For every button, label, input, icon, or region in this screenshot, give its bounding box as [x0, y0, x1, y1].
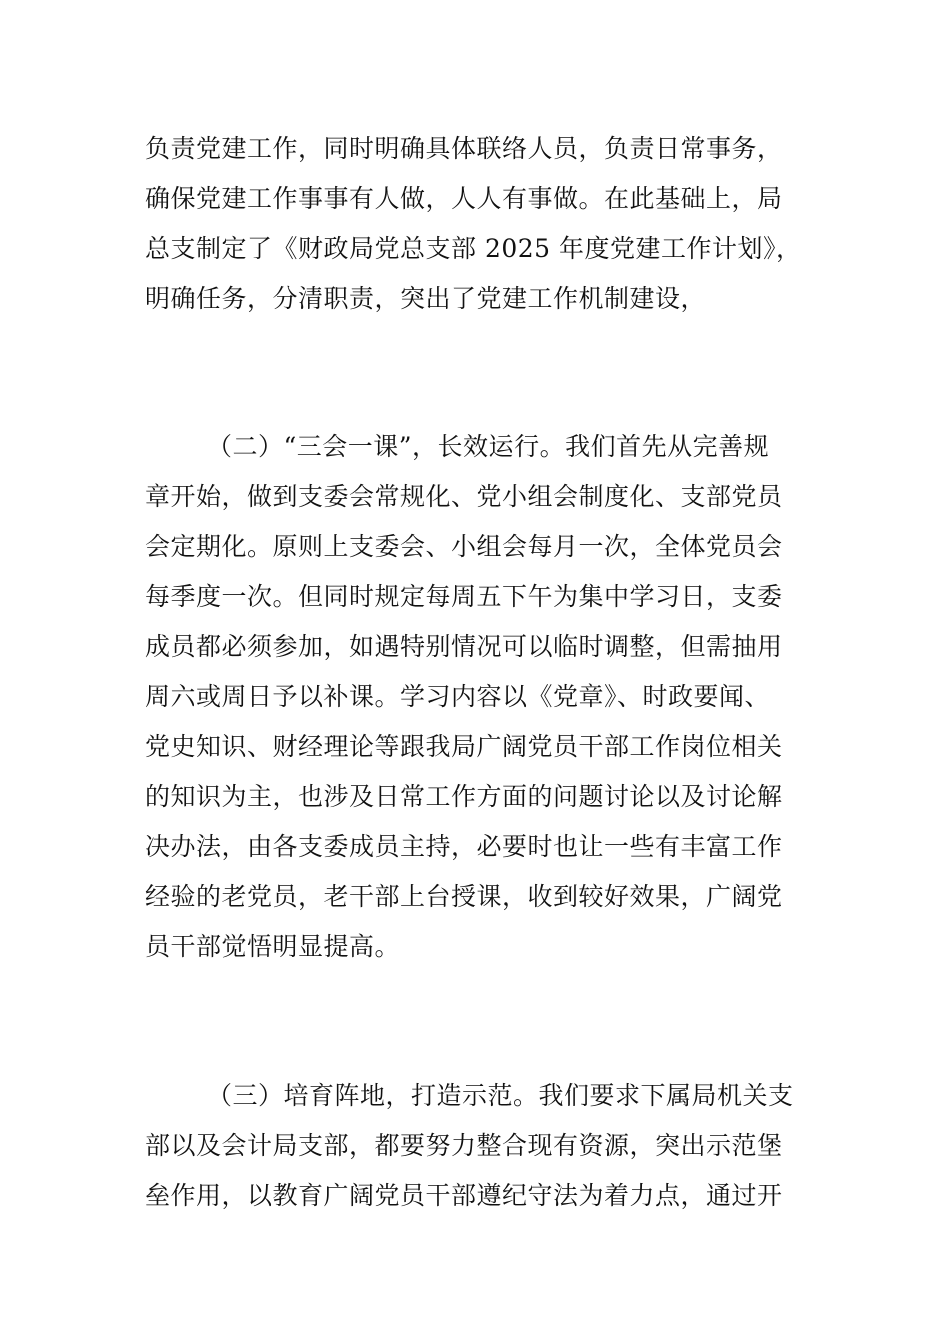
- text-line: 的知识为主，也涉及日常工作方面的问题讨论以及讨论解: [145, 782, 783, 811]
- text-line: 部以及会计局支部，都要努力整合现有资源，突出示范堡: [145, 1131, 783, 1160]
- text-line: 员干部觉悟明显提高。: [145, 932, 401, 961]
- text-line: 党史知识、财经理论等跟我局广阔党员干部工作岗位相关: [145, 732, 783, 761]
- text-line: 决办法，由各支委成员主持，必要时也让一些有丰富工作: [145, 832, 783, 861]
- text-line: 负责党建工作，同时明确具体联络人员，负责日常事务，: [145, 134, 783, 163]
- text-line: 总支制定了《财政局党总支部 2025 年度党建工作计划》，: [145, 234, 802, 263]
- text-line: （二）“三会一课”，长效运行。我们首先从完善规: [207, 432, 770, 461]
- text-line: 明确任务，分清职责，突出了党建工作机制建设，: [145, 284, 707, 313]
- text-line: 确保党建工作事事有人做，人人有事做。在此基础上，局: [145, 184, 783, 213]
- text-line: （三）培育阵地，打造示范。我们要求下属局机关支: [207, 1081, 794, 1110]
- text-line: 会定期化。原则上支委会、小组会每月一次，全体党员会: [145, 532, 783, 561]
- text-line: 垒作用，以教育广阔党员干部遵纪守法为着力点，通过开: [145, 1181, 783, 1210]
- text-line: 章开始，做到支委会常规化、党小组会制度化、支部党员: [145, 482, 783, 511]
- text-line: 经验的老党员，老干部上台授课，收到较好效果，广阔党: [145, 882, 783, 911]
- text-line: 周六或周日予以补课。学习内容以《党章》、时政要闻、: [145, 682, 771, 711]
- text-line: 成员都必须参加，如遇特别情况可以临时调整，但需抽用: [145, 632, 783, 661]
- text-line: 每季度一次。但同时规定每周五下午为集中学习日，支委: [145, 582, 783, 611]
